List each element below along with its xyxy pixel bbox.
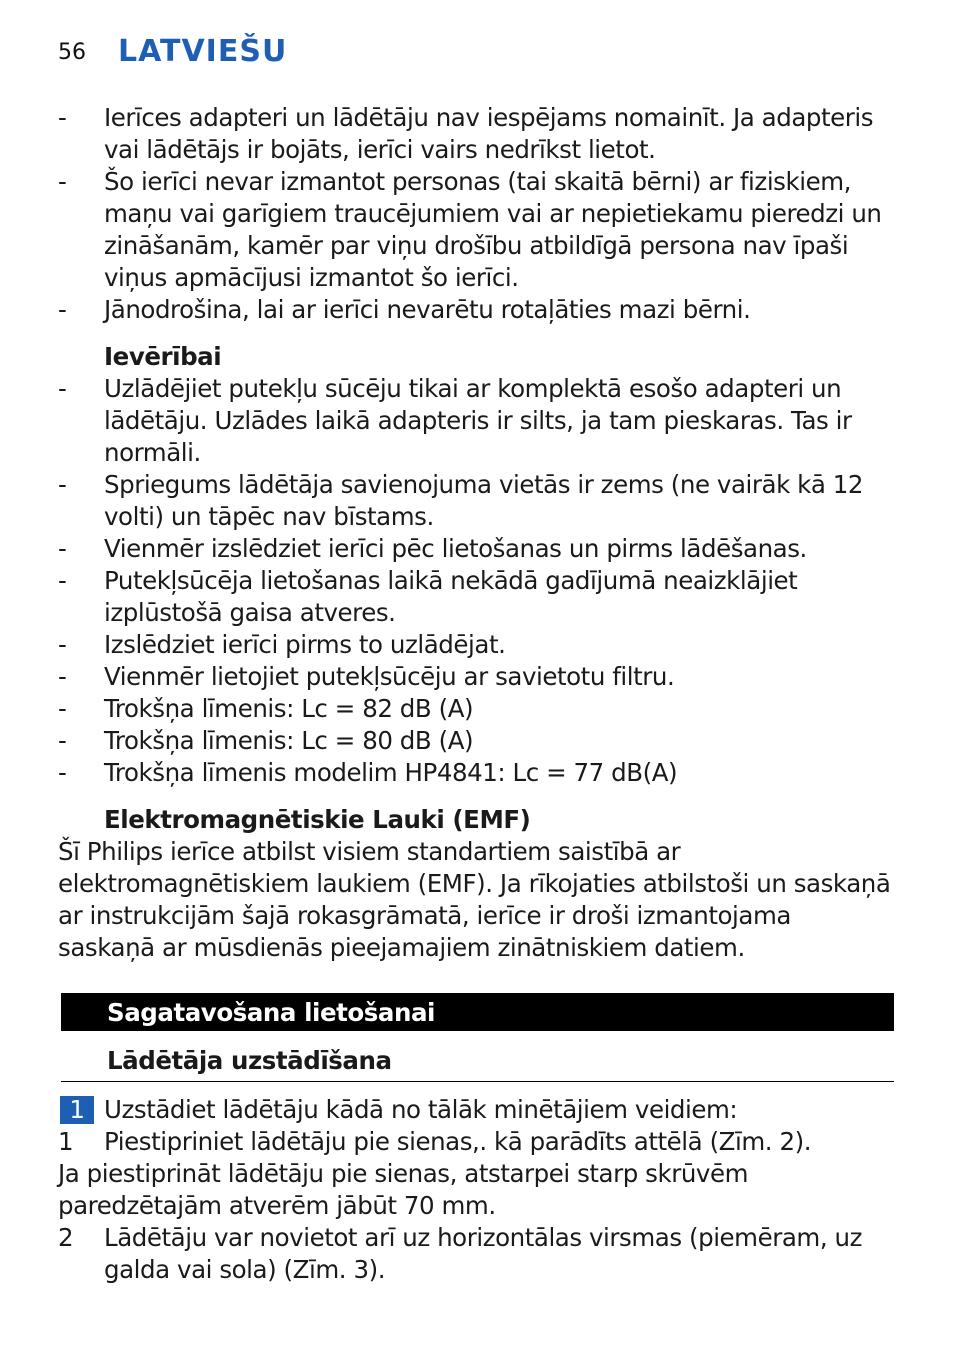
bullet-dash: - <box>58 758 67 787</box>
bullet-dash: - <box>58 295 67 324</box>
list-item <box>58 102 894 166</box>
list-item <box>58 757 894 789</box>
bullet-dash: - <box>58 726 67 755</box>
list-item <box>58 725 894 757</box>
emf-heading: Elektromagnētiskie Lauki (EMF) <box>104 805 531 834</box>
list-item <box>58 629 894 661</box>
list-item-text: Trokšņa līmenis: Lc = 80 dB (A) <box>104 726 474 755</box>
subsection-title: Lādētāja uzstādīšana <box>61 1045 894 1082</box>
list-item <box>58 661 894 693</box>
list-item <box>58 469 894 533</box>
option-text: Piestipriniet lādētāju pie sienas,. kā parādīts attēlā (Zīm. 2). <box>104 1127 812 1156</box>
bullet-dash: - <box>58 103 67 132</box>
bullet-dash: - <box>58 630 67 659</box>
bullet-dash: - <box>58 470 67 499</box>
list-item-text: Jānodrošina, lai ar ierīci nevarētu rotaļāties mazi bērni. <box>104 295 751 324</box>
list-item-text: Vienmēr izslēdziet ierīci pēc lietošanas un pirms lādēšanas. <box>104 534 807 563</box>
bullet-dash: - <box>58 566 67 595</box>
bullet-dash: - <box>58 374 67 403</box>
section-title-bar: Sagatavošana lietošanai <box>61 993 894 1031</box>
list-item <box>58 565 894 629</box>
step-text: Uzstādiet lādētāju kādā no tālāk minētājiem veidiem: <box>104 1095 738 1124</box>
list-item-text: Uzlādējiet putekļu sūcēju tikai ar komplektā esošo adapteri un lādētāju. Uzlādes laikā adapteris ir silts, ja tam pieskaras. Tas ir normāli. <box>104 374 852 467</box>
step-instruction <box>58 1094 894 1126</box>
caution-heading: Ievērībai <box>104 342 222 371</box>
manual-content <box>58 102 894 1286</box>
option-number: 1 <box>58 1127 74 1156</box>
list-item-text: Izslēdziet ierīci pirms to uzlādējat. <box>104 630 506 659</box>
list-item <box>58 294 894 326</box>
numbered-option <box>58 1222 894 1286</box>
bullet-dash: - <box>58 694 67 723</box>
list-item <box>58 533 894 565</box>
step-number-badge: 1 <box>60 1096 94 1124</box>
language-title: LATVIEŠU <box>118 34 288 69</box>
list-item-text: Ierīces adapteri un lādētāju nav iespējams nomainīt. Ja adapteris vai lādētājs ir bojāts, ierīci vairs nedrīkst lietot. <box>104 103 874 164</box>
list-item <box>58 693 894 725</box>
list-item-text: Putekļsūcēja lietošanas laikā nekādā gadījumā neaizklājiet izplūstošā gaisa atveres. <box>104 566 798 627</box>
list-item-text: Spriegums lādētāja savienojuma vietās ir zems (ne vairāk kā 12 volti) un tāpēc nav bīstams. <box>104 470 864 531</box>
numbered-option <box>58 1126 894 1158</box>
list-item <box>58 373 894 469</box>
list-item-text: Vienmēr lietojiet putekļsūcēju ar savietotu filtru. <box>104 662 675 691</box>
list-item-text: Trokšņa līmenis modelim HP4841: Lc = 77 dB(A) <box>104 758 678 787</box>
bullet-dash: - <box>58 534 67 563</box>
option-text: Lādētāju var novietot arī uz horizontālas virsmas (piemēram, uz galda vai sola) (Zīm. 3). <box>104 1223 862 1284</box>
list-item <box>58 166 894 294</box>
emf-paragraph: Šī Philips ierīce atbilst visiem standartiem saistībā ar elektromagnētiskiem laukiem (EMF). Ja rīkojaties atbilstoši un saskaņā ar instrukcijām šajā rokasgrāmatā, ierīce ir droši izmantojama saskaņā ar mūsdienās pieejamajiem zinātniskiem datiem. <box>58 837 891 962</box>
bullet-dash: - <box>58 167 67 196</box>
wall-mount-note: Ja piestiprināt lādētāju pie sienas, atstarpei starp skrūvēm paredzētajām atverēm jābūt 70 mm. <box>58 1159 749 1220</box>
list-item-text: Trokšņa līmenis: Lc = 82 dB (A) <box>104 694 474 723</box>
bullet-dash: - <box>58 662 67 691</box>
list-item-text: Šo ierīci nevar izmantot personas (tai skaitā bērni) ar fiziskiem, maņu vai garīgiem traucējumiem vai ar nepietiekamu pieredzi un zināšanām, kamēr par viņu drošību atbildīgā persona nav īpaši viņus apmācījusi izmantot šo ierīci. <box>104 167 882 292</box>
page-number: 56 <box>58 40 86 65</box>
option-number: 2 <box>58 1223 74 1252</box>
